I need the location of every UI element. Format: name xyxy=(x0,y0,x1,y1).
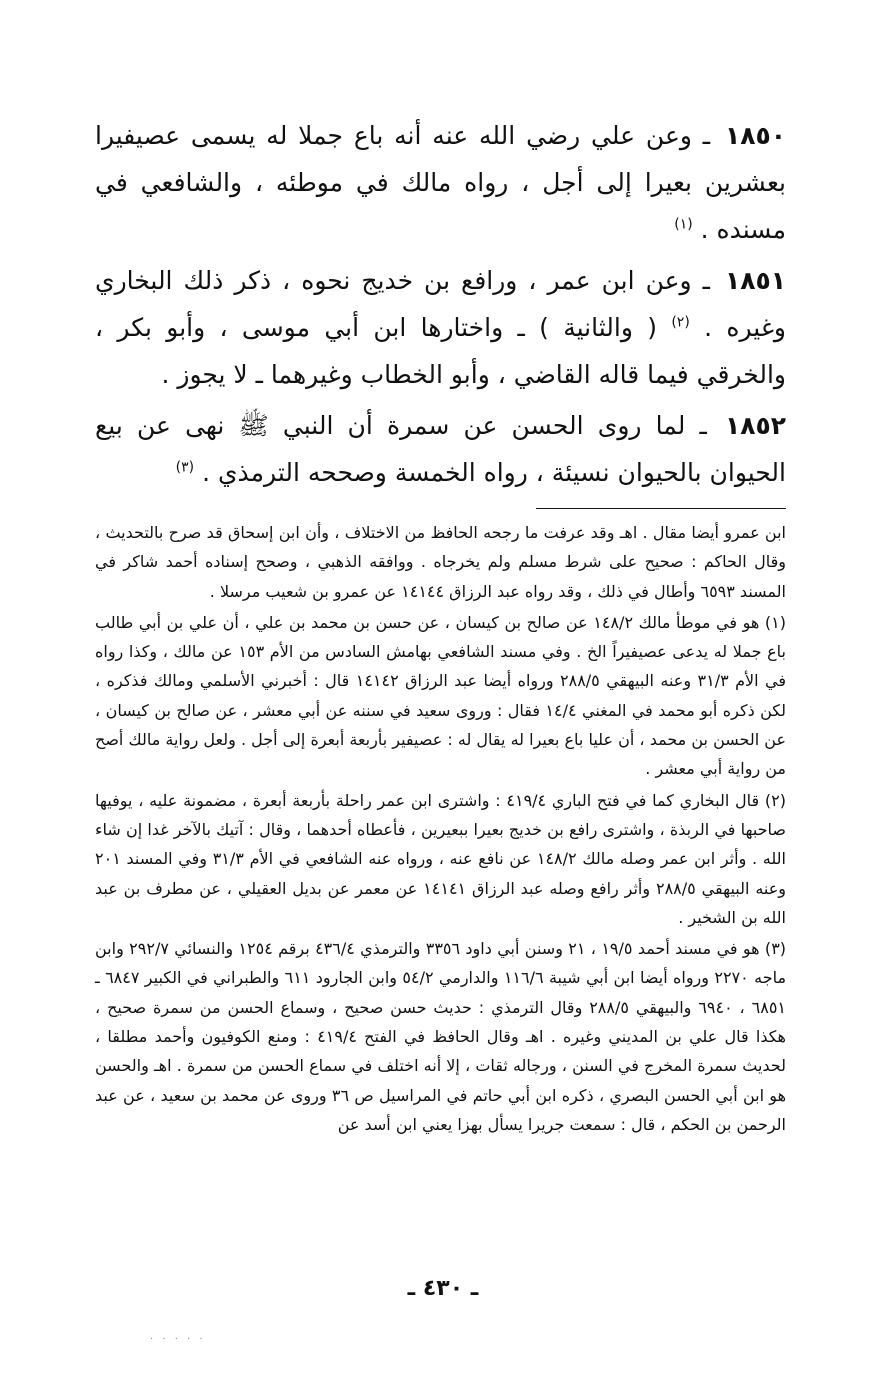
main-body xyxy=(95,112,786,496)
paragraph-1851 xyxy=(95,257,786,398)
footnote-marker: (٣) xyxy=(175,459,195,476)
footnote-continued: ابن عمرو أيضا مقال . اهـ وقد عرفت ما رجحه الحافظ من الاختلاف ، وأن ابن إسحاق قد صرح بالتحديث ، وقال الحاكم : صحيح على شرط مسلم ولم يخرجاه . ووافقه الذهبي ، وصحح إسناده أحمد شاكر في المسند ٦٥٩٣ وأطال في ذلك ، وقد رواه عبد الرزاق ١٤١٤٤ عن عمرو بن شعيب مرسلا . xyxy=(95,523,786,601)
footnote-2: (٢) قال البخاري كما في فتح الباري ٤١٩/٤ : واشترى ابن عمر راحلة بأربعة أبعرة ، مضمونة عليه ، يوفيها صاحبها في الربذة ، واشترى رافع بن خديج بعيرا ببعيرين ، فأعطاه أحدهما ، وقال : آتيك بالآخر غدا إن شاء الله . وأثر ابن عمر وصله مالك ١٤٨/٢ عن نافع عنه ، ورواه عنه الشافعي في الأم ٣١/٣ وفي المسند ٢٠١ وعنه البيهقي ٢٨٨/٥ وأثر رافع وصله عبد الرزاق ١٤١٤١ عن معمر عن بديل العقيلي ، عن مطرف بن عبد الله بن الشخير . xyxy=(95,790,786,927)
footnote-marker: (١) xyxy=(674,216,693,233)
footnotes-block xyxy=(95,518,786,1141)
paragraph-number: ١٨٥١ xyxy=(724,266,786,295)
footnote-divider xyxy=(536,508,786,509)
scan-specks-decoration: · · · · · xyxy=(150,1334,206,1345)
main-text-block xyxy=(95,112,786,500)
paragraph-1850 xyxy=(95,112,786,253)
paragraph-text: ـ لما روى الحسن عن سمرة أن النبي ﷺ نهى عن بيع الحيوان بالحيوان نسيئة ، رواه الخمسة وصححه الترمذي . xyxy=(95,411,786,487)
paragraph-text-continued: ( والثانية ) ـ واختارها ابن أبي موسى ، وأبو بكر ، والخرقي فيما قاله القاضي ، وأبو الخطاب وغيرهما ـ لا يجوز . xyxy=(95,313,786,389)
footnote-1: (١) هو في موطأ مالك ١٤٨/٢ عن صالح بن كيسان ، عن حسن بن محمد بن علي ، أن علي بن أبي طالب باع جملا له يدعى عصيفيراً الخ . وفي مسند الشافعي بهامش السادس من الأم ١٥٣ عن مالك ، وكذا رواه في الأم ٣١/٣ وعنه البيهقي ٢٨٨/٥ ورواه أيضا عبد الرزاق ١٤١٤٢ قال : أخبرني الأسلمي ومالك فذكره ، لكن ذكره أبو محمد في المغني ١٤/٤ فقال : وروى سعيد في سننه عن أبي معشر ، عن صالح بن كيسان ، عن الحسن بن محمد ، أن عليا باع بعيرا له يقال له : عصيفير بأربعة أبعرة إلى أجل . ولعل رواية مالك أصح من رواية أبي معشر . xyxy=(95,612,787,779)
paragraph-text: ـ وعن ابن عمر ، ورافع بن خديج نحوه ، ذكر ذلك البخاري وغيره . xyxy=(95,266,786,342)
paragraph-text: ـ وعن علي رضي الله عنه أنه باع جملا له يسمى عصيفيرا بعشرين بعيرا إلى أجل ، رواه مالك في موطئه ، والشافعي في مسنده . xyxy=(95,121,786,244)
paragraph-number: ١٨٥٠ xyxy=(724,121,786,150)
page-number: ـ ٤٣٠ ـ xyxy=(407,1276,479,1301)
footnote-3: (٣) هو في مسند أحمد ١٩/٥ ، ٢١ وسنن أبي داود ٣٣٥٦ والترمذي ٤٣٦/٤ برقم ١٢٥٤ والنسائي ٢٩٢/٧ وابن ماجه ٢٢٧٠ ورواه أيضا ابن أبي شيبة ١١٦/٦ والدارمي ٥٤/٢ وابن الجارود ٦١١ والطبراني في الكبير ٦٨٤٧ ـ ٦٨٥١ ، ٦٩٤٠ والبيهقي ٢٨٨/٥ وقال الترمذي : حديث حسن صحيح ، وسماع الحسن من سمرة صحيح ، هكذا قال علي بن المديني وغيره . اهـ وقال الحافظ في الفتح ٤١٩/٤ : ومنع الكوفيون وأحمد مطلقا ، لحديث سمرة المخرج في السنن ، ورجاله ثقات ، إلا أنه اختلف في سماع الحسن من سمرة . اهـ والحسن هو ابن أبي الحسن البصري ، ذكره ابن أبي حاتم في المراسيل ص ٣٦ وروى عن محمد بن سعيد ، عن عبد الرحمن بن الحكم ، قال : سمعت جريرا يسأل بهزا يعني ابن أسد عن xyxy=(95,939,787,1134)
paragraph-1852 xyxy=(95,402,786,496)
paragraph-number: ١٨٥٢ xyxy=(724,411,787,440)
footnote-marker: (٢) xyxy=(671,314,690,331)
